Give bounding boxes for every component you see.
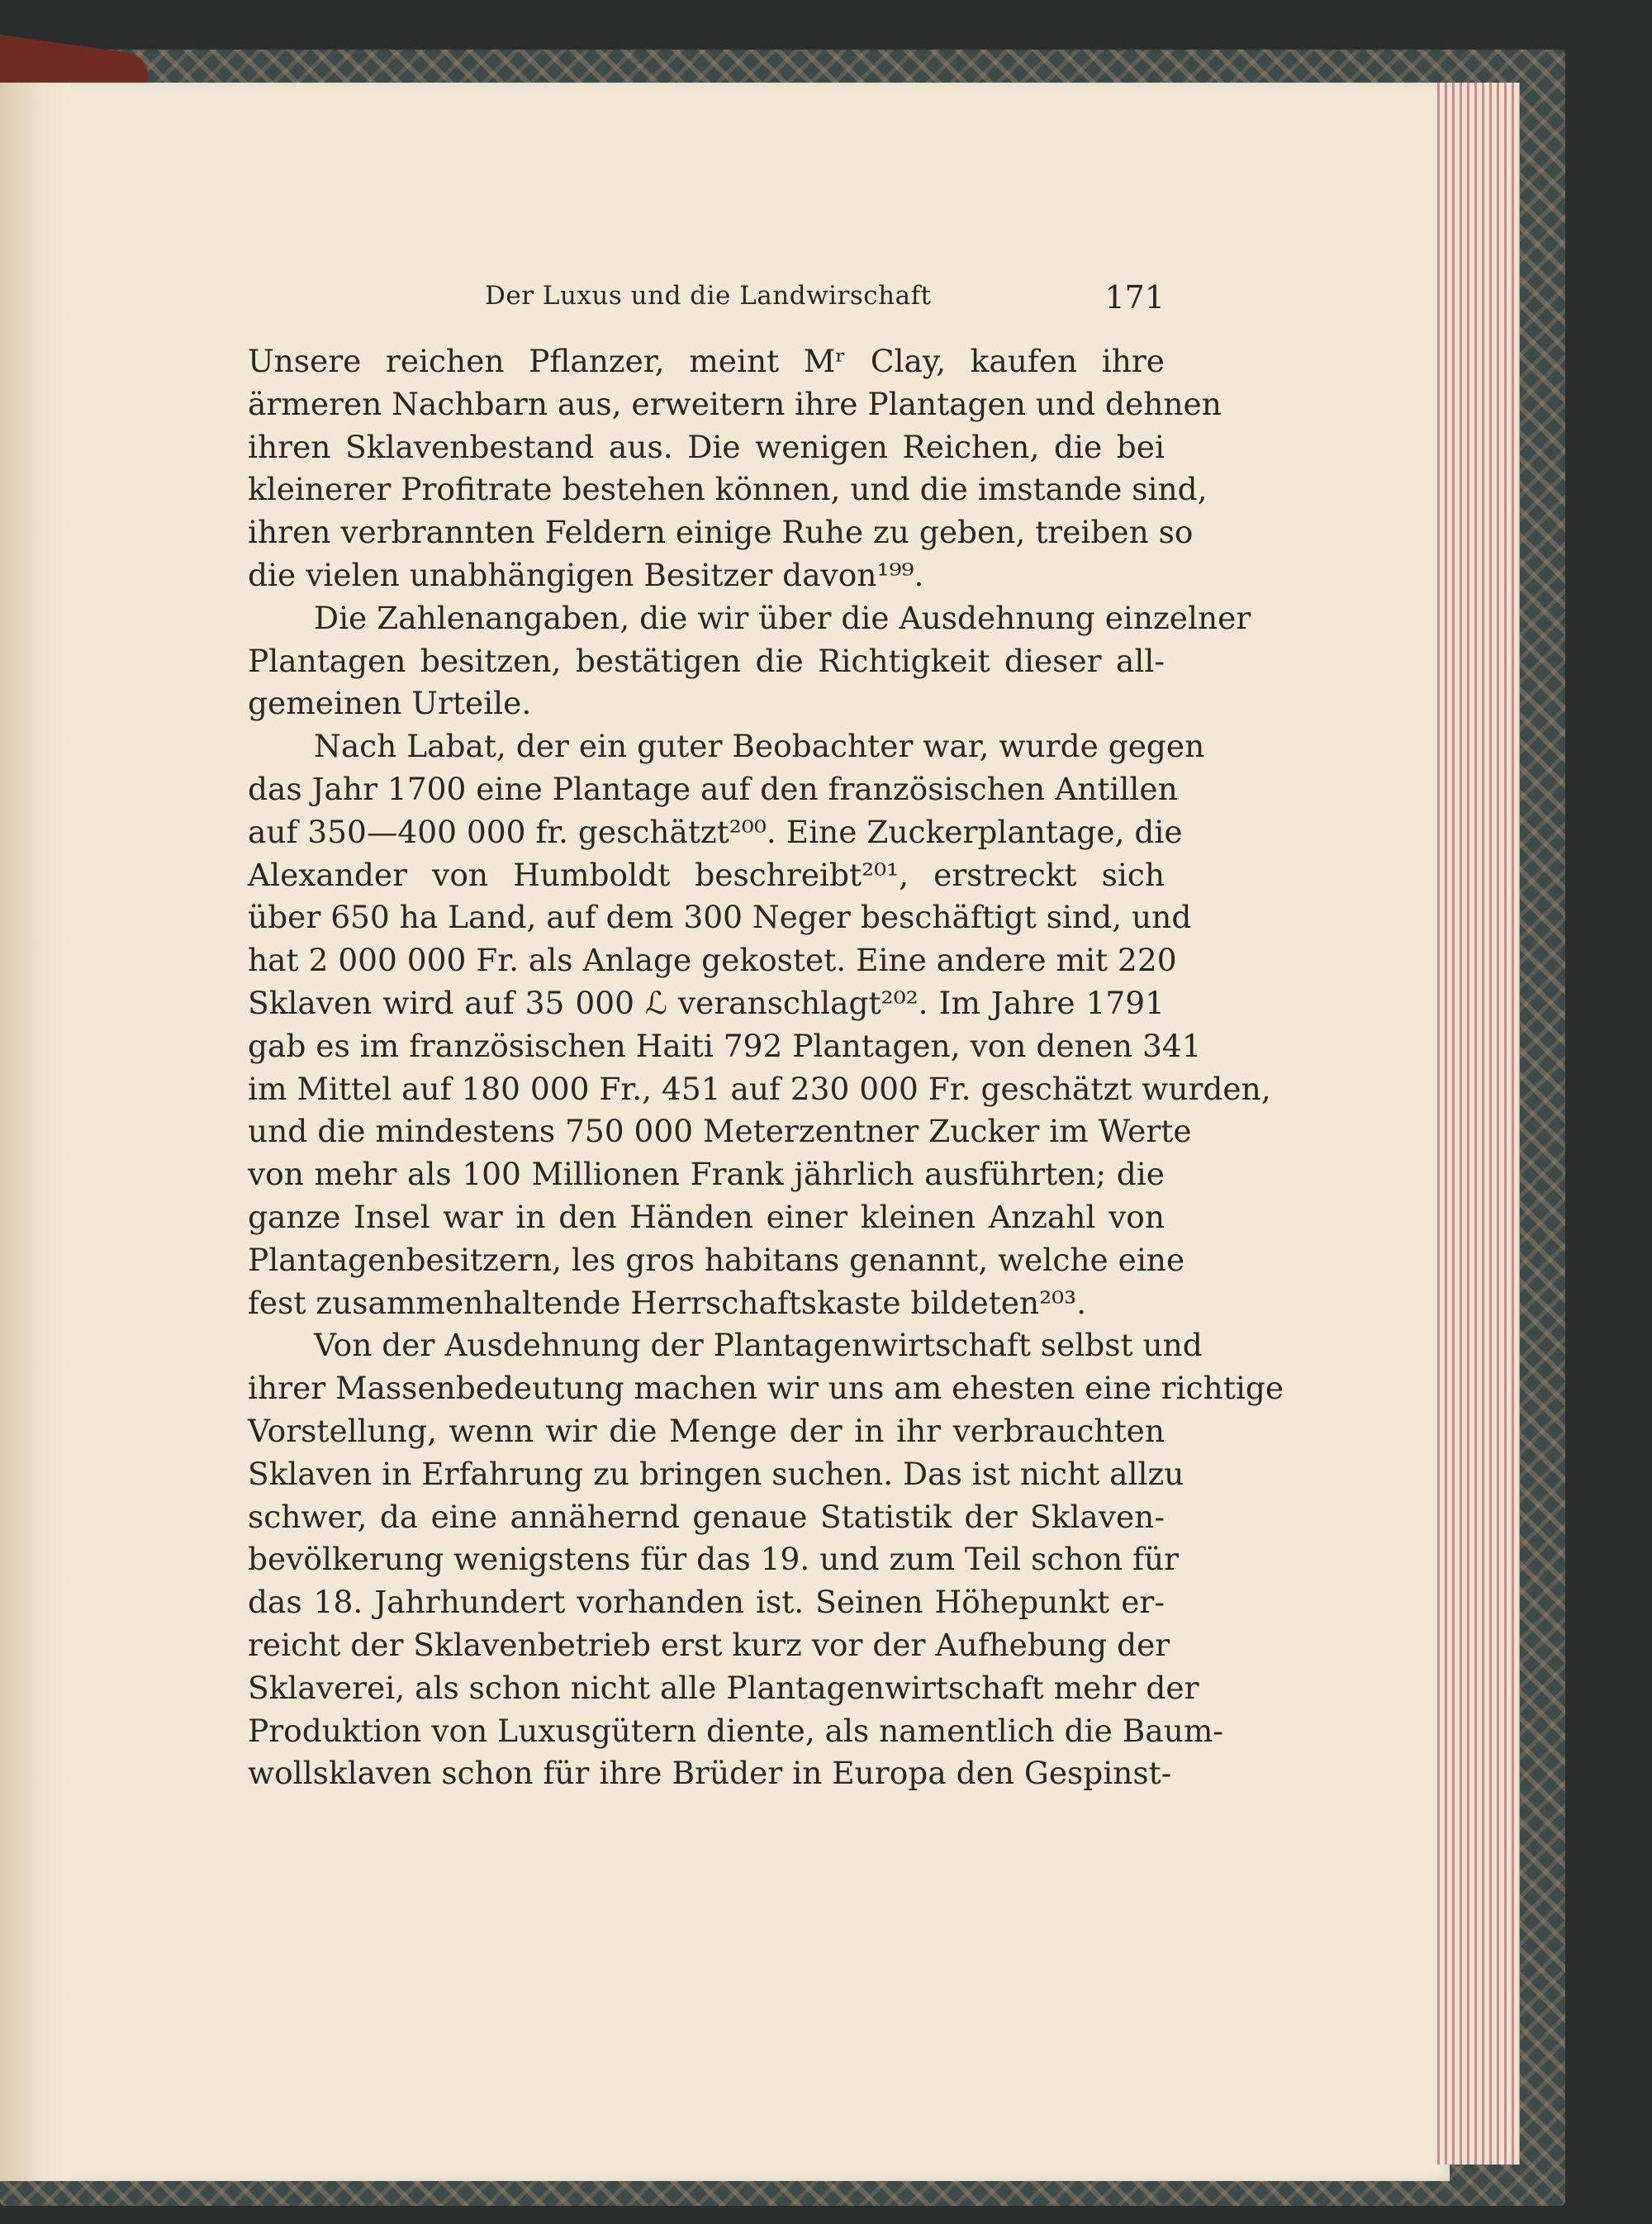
text-line: Alexander von Humboldt beschreibt²⁰¹, erstreckt sich xyxy=(248,856,1165,893)
text-line: Unsere reichen Pflanzer, meint Mʳ Clay, kaufen ihre xyxy=(248,343,1165,379)
text-line: auf 350—400 000 fr. geschätzt²⁰⁰. Eine Zuckerplantage, die xyxy=(248,813,1183,850)
text-line: Sklaverei, als schon nicht alle Plantagenwirtschaft mehr der xyxy=(248,1669,1199,1706)
text-line: von mehr als 100 Millionen Frank jährlich ausführten; die xyxy=(248,1156,1165,1193)
text-line: ihren Sklavenbestand aus. Die wenigen Reichen, die bei xyxy=(248,428,1165,465)
text-line: ärmeren Nachbarn aus, erweitern ihre Plantagen und dehnen xyxy=(248,385,1222,422)
text-line: gemeinen Urteile. xyxy=(248,685,532,722)
text-line: Sklaven in Erfahrung zu bringen suchen. Das ist nicht allzu xyxy=(248,1455,1184,1492)
text-line: wollsklaven schon für ihre Brüder in Europa den Gespinst- xyxy=(248,1755,1172,1792)
text-line: die vielen unabhängigen Besitzer davon¹⁹⁹. xyxy=(248,556,924,593)
text-line: ihrer Massenbedeutung machen wir uns am ehesten eine richtige xyxy=(248,1370,1284,1407)
text-line: hat 2 000 000 Fr. als Anlage gekostet. Eine andere mit 220 xyxy=(248,942,1177,979)
text-line: Von der Ausdehnung der Plantagenwirtschaft selbst und xyxy=(314,1327,1203,1364)
text-line: Vorstellung, wenn wir die Menge der in ihr verbrauchten xyxy=(248,1412,1165,1449)
text-line: Die Zahlenangaben, die wir über die Ausdehnung einzelner xyxy=(314,599,1251,636)
text-line: das 18. Jahrhundert vorhanden ist. Seinen Höhepunkt er- xyxy=(248,1584,1165,1621)
text-line: gab es im französischen Haiti 792 Plantagen, von denen 341 xyxy=(248,1027,1202,1064)
text-line: ihren verbrannten Feldern einige Ruhe zu geben, treiben so xyxy=(248,514,1194,551)
body-text xyxy=(248,340,1284,1795)
text-line: Produktion von Luxusgütern diente, als namentlich die Baum- xyxy=(248,1712,1224,1749)
page-header xyxy=(248,281,1165,322)
text-line: reicht der Sklavenbetrieb erst kurz vor der Aufhebung der xyxy=(248,1626,1170,1663)
text-line: und die mindestens 750 000 Meterzentner Zucker im Werte xyxy=(248,1113,1192,1150)
page-gutter xyxy=(0,83,70,2181)
text-line: bevölkerung wenigstens für das 19. und zum Teil schon für xyxy=(248,1541,1180,1578)
page-edges xyxy=(1437,83,1520,2165)
text-line: kleinerer Profitrate bestehen können, und die imstande sind, xyxy=(248,471,1208,508)
text-line: Plantagen besitzen, bestätigen die Richtigkeit dieser all- xyxy=(248,642,1165,679)
text-line: über 650 ha Land, auf dem 300 Neger beschäftigt sind, und xyxy=(248,899,1192,936)
text-line: schwer, da eine annähernd genaue Statistik der Sklaven- xyxy=(248,1498,1165,1535)
text-line: im Mittel auf 180 000 Fr., 451 auf 230 000 Fr. geschätzt wurden, xyxy=(248,1070,1271,1107)
text-line: Plantagenbesitzern, les gros habitans genannt, welche eine xyxy=(248,1241,1185,1278)
text-line: fest zusammenhaltende Herrschaftskaste bildeten²⁰³. xyxy=(248,1284,1087,1321)
text-line: Sklaven wird auf 35 000 ℒ veranschlagt²⁰². Im Jahre 1791 xyxy=(248,984,1165,1021)
text-line: ganze Insel war in den Händen einer kleinen Anzahl von xyxy=(248,1198,1165,1235)
running-head: Der Luxus und die Landwirschaft xyxy=(485,281,932,311)
page-number: 171 xyxy=(1104,279,1165,316)
text-line: Nach Labat, der ein guter Beobachter war, wurde gegen xyxy=(314,728,1205,765)
text-line: das Jahr 1700 eine Plantage auf den französischen Antillen xyxy=(248,770,1178,807)
